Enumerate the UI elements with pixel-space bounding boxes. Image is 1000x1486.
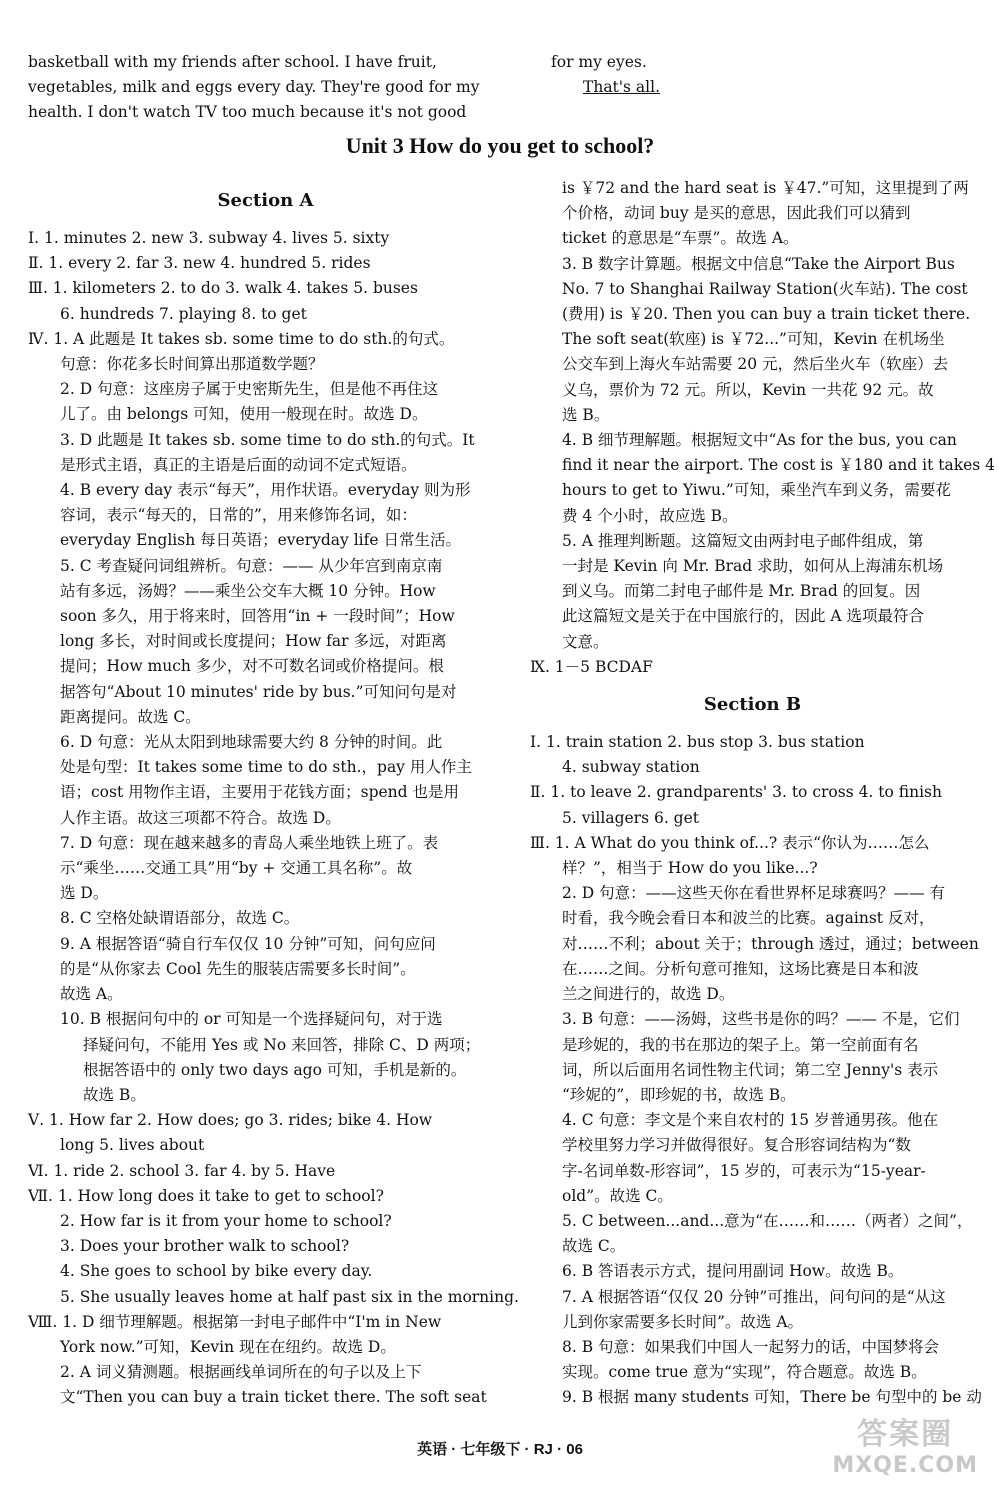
answer-line: 4. B every day 表示“每天”，用作状语。everyday 则为形 — [60, 481, 471, 500]
answer-line: 9. B 根据 many students 可知，There be 句型中的 be 动 — [562, 1388, 982, 1407]
answer-line: 8. B 句意：如果我们中国人一起努力的话，中国梦将会 — [562, 1337, 940, 1356]
answer-line: Ⅵ. 1. ride 2. school 3. far 4. by 5. Have — [28, 1161, 336, 1180]
text-line: health. I don't watch TV too much because it's not good — [28, 103, 467, 122]
answer-line: 字-名词单数-形容词”，15 岁的，可表示为“15-year- — [562, 1161, 926, 1180]
answer-line: 根据答语中的 only two days ago 可知，手机是新的。 — [83, 1060, 467, 1079]
section-a-heading: Section A — [217, 190, 314, 211]
right-column — [530, 176, 996, 1411]
answer-line: 是形式主语，真正的主语是后面的动词不定式短语。 — [60, 455, 417, 474]
answer-line: 9. A 根据答语“骑自行车仅仅 10 分钟”可知，问句应问 — [60, 934, 436, 953]
answer-line: 处是句型：It takes some time to do sth.，pay 用人作主 — [60, 758, 472, 777]
answer-line: 据答句“About 10 minutes' ride by bus.”可知问句是对 — [60, 682, 457, 701]
answer-line: 故选 B。 — [83, 1085, 146, 1104]
answer-line: Ⅱ. 1. every 2. far 3. new 4. hundred 5. rides — [28, 254, 371, 273]
answer-line: everyday English 每日英语；everyday life 日常生活。 — [60, 531, 461, 550]
answer-line: 2. D 句意：这座房子属于史密斯先生，但是他不再住这 — [60, 380, 439, 399]
answer-line: 示“乘坐……交通工具”用“by + 交通工具名称”。故 — [60, 859, 413, 878]
answer-line: 的是“从你家去 Cool 先生的服装店需要多长时间”。 — [60, 959, 416, 978]
answer-line: long 5. lives about — [60, 1136, 205, 1155]
answer-line: Ⅷ. 1. D 细节理解题。根据第一封电子邮件中“I'm in New — [28, 1312, 442, 1331]
top-left-text — [28, 50, 503, 126]
answer-line: 在……之间。分析句意可推知，这场比赛是日本和波 — [562, 959, 919, 978]
watermark-text: 答案圈 — [857, 1417, 954, 1452]
answer-line: 费 4 个小时，故应选 B。 — [562, 506, 738, 525]
answer-line: 儿到你家需要多长时间”。故选 A。 — [562, 1312, 804, 1331]
answer-line: Ⅲ. 1. A What do you think of...? 表示“你认为……怎么 — [530, 833, 930, 852]
answer-line: 文意。 — [562, 632, 609, 651]
answer-line: 4. subway station — [562, 758, 700, 777]
answer-line: ticket 的意思是“车票”。故选 A。 — [562, 229, 799, 248]
answer-line: find it near the airport. The cost is ￥180 and it takes 4 — [562, 456, 996, 475]
answer-line: 6. hundreds 7. playing 8. to get — [60, 304, 307, 323]
page-footer: 英语 · 七年级下 · RJ · 06 — [417, 1441, 583, 1458]
answer-line: Ⅲ. 1. kilometers 2. to do 3. walk 4. takes 5. buses — [28, 279, 418, 298]
answer-line: old”。故选 C。 — [562, 1186, 673, 1205]
answer-line: 6. D 句意：光从太阳到地球需要大约 8 分钟的时间。此 — [60, 733, 443, 752]
answer-line: Ⅱ. 1. to leave 2. grandparents' 3. to cross 4. to finish — [530, 783, 942, 802]
answer-line: 6. B 答语表示方式，提问用副词 How。故选 B。 — [562, 1262, 904, 1281]
watermark-url: MXQE.COM — [832, 1453, 978, 1478]
answer-line: The soft seat(软座) is ￥72...”可知，Kevin 在机场坐 — [562, 330, 945, 349]
answer-line: 5. villagers 6. get — [562, 808, 700, 827]
answer-line: 3. Does your brother walk to school? — [60, 1237, 350, 1256]
answer-line: soon 多久，用于将来时，回答用“in + 一段时间”；How — [60, 607, 455, 626]
answer-line: 故选 C。 — [562, 1237, 626, 1256]
answer-line: 样？”，相当于 How do you like...? — [562, 859, 818, 878]
section-b-heading: Section B — [703, 694, 802, 716]
answer-line: Ⅰ. 1. minutes 2. new 3. subway 4. lives 5. sixty — [28, 229, 390, 247]
answer-line: 3. D 此题是 It takes sb. some time to do sth.的句式。It — [60, 430, 475, 449]
answer-line: 学校里努力学习并做得很好。复合形容词结构为“数 — [562, 1136, 911, 1155]
answer-line: 兰之间进行的，故选 D。 — [562, 985, 735, 1004]
answer-line: 选 B。 — [562, 405, 610, 424]
answer-line: 人作主语。故这三项都不符合。故选 D。 — [60, 808, 341, 827]
answer-line: (费用) is ￥20. Then you can buy a train ticket there. — [562, 305, 971, 324]
answer-line: 2. D 句意：——这些天你在看世界杯足球赛吗？—— 有 — [562, 884, 945, 903]
answer-line: Ⅴ. 1. How far 2. How does; go 3. rides; bike 4. How — [28, 1111, 433, 1130]
answer-line: 择疑问句，不能用 Yes 或 No 来回答，排除 C、D 两项； — [83, 1035, 481, 1054]
answer-line: hours to get to Yiwu.”可知，乘坐汽车到义务，需要花 — [562, 481, 951, 500]
answer-line: Ⅳ. 1. A 此题是 It takes sb. some time to do sth.的句式。 — [28, 329, 455, 348]
answer-line: 2. How far is it from your home to school? — [60, 1211, 392, 1230]
answer-line: 文“Then you can buy a train ticket there. The soft seat — [60, 1388, 487, 1407]
answer-line: 义乌，票价为 72 元。所以，Kevin 一共花 92 元。故 — [562, 380, 934, 399]
text-line: vegetables, milk and eggs every day. They're good for my — [28, 78, 480, 97]
answer-line: 对……不利；about 关于；through 透过，通过；between — [562, 934, 979, 953]
answer-line: 4. C 句意：李文是个来自农村的 15 岁普通男孩。他在 — [562, 1111, 939, 1130]
answer-line: 儿了。由 belongs 可知，使用一般现在时。故选 D。 — [60, 405, 428, 424]
answer-line: Ⅸ. 1－5 BCDAF — [530, 657, 653, 676]
answer-line: 语；cost 用物作主语，主要用于花钱方面；spend 也是用 — [60, 783, 460, 802]
answer-line: 8. C 空格处缺谓语部分，故选 C。 — [60, 909, 300, 928]
answer-line: 距离提问。故选 C。 — [60, 707, 201, 726]
answer-line: No. 7 to Shanghai Railway Station(火车站). The cost — [562, 279, 968, 298]
answer-line: 容词，表示“每天的，日常的”，用来修饰名词，如： — [60, 506, 417, 525]
answer-line: 10. B 根据问句中的 or 可知是一个选择疑问句，对于选 — [60, 1010, 443, 1029]
answer-line: 7. D 句意：现在越来越多的青岛人乘坐地铁上班了。表 — [60, 833, 439, 852]
answer-line: 实现。come true 意为“实现”，符合题意。故选 B。 — [562, 1363, 927, 1382]
watermark-logo — [832, 1409, 978, 1478]
answer-line: 一封是 Kevin 向 Mr. Brad 求助，如何从上海浦东机场 — [562, 557, 944, 576]
text-line: for my eyes. — [551, 53, 647, 71]
answer-line: 词，所以后面用名词性物主代词；第二空 Jenny's 表示 — [562, 1060, 939, 1079]
answer-line: 2. A 词义猜测题。根据画线单词所在的句子以及上下 — [60, 1363, 422, 1382]
answer-line: is ￥72 and the hard seat is ￥47.”可知，这里提到了两 — [562, 179, 969, 197]
answer-line: long 多长，对时间或长度提问；How far 多远，对距离 — [60, 632, 447, 651]
unit-title: Unit 3 How do you get to school? — [345, 133, 655, 158]
answer-line: York now.”可知，Kevin 现在在纽约。故选 D。 — [60, 1337, 396, 1356]
left-column — [28, 188, 519, 1411]
answer-line: 此这篇短文是关于在中国旅行的，因此 A 选项最符合 — [562, 607, 925, 626]
answer-line: Ⅶ. 1. How long does it take to get to school? — [28, 1186, 384, 1205]
answer-line: “珍妮的”，即珍妮的书，故选 B。 — [562, 1085, 796, 1104]
answer-line: 5. C between...and...意为“在……和……（两者）之间”， — [562, 1211, 973, 1230]
answer-line: 句意：你花多长时间算出那道数学题？ — [60, 355, 324, 374]
answer-line: 个价格，动词 buy 是买的意思，因此我们可以猜到 — [562, 204, 911, 223]
answer-line: 7. A 根据答语“仅仅 20 分钟”可推出，问句问的是“从这 — [562, 1287, 946, 1306]
answer-line: 4. She goes to school by bike every day. — [60, 1262, 373, 1281]
answer-line: 3. B 句意：——汤姆，这些书是你的吗？—— 不是，它们 — [562, 1010, 960, 1029]
answer-line: 3. B 数字计算题。根据文中信息“Take the Airport Bus — [562, 254, 955, 273]
answer-line: 是珍妮的，我的书在那边的架子上。第一空前面有名 — [562, 1035, 919, 1054]
answer-line: 5. She usually leaves home at half past six in the morning. — [60, 1287, 519, 1306]
answer-line: 5. A 推理判断题。这篇短文由两封电子邮件组成，第 — [562, 531, 924, 550]
answer-line: Ⅰ. 1. train station 2. bus stop 3. bus station — [530, 733, 865, 752]
answer-line: 提问；How much 多少，对不可数名词或价格提问。根 — [60, 657, 444, 676]
answer-line: 公交车到上海火车站需要 20 元，然后坐火车（软座）去 — [562, 355, 949, 374]
text-line: That's all. — [583, 78, 661, 97]
top-right-text — [551, 50, 996, 100]
answer-line: 选 D。 — [60, 884, 109, 903]
answer-line: 站有多远，汤姆？——乘坐公交车大概 10 分钟。How — [60, 581, 436, 600]
answer-line: 到义乌。而第二封电子邮件是 Mr. Brad 的回复。因 — [562, 582, 921, 601]
answer-line: 5. C 考查疑问词组辨析。句意：—— 从少年宫到南京南 — [60, 556, 443, 575]
text-line: basketball with my friends after school. I have fruit, — [28, 53, 437, 71]
answer-line: 故选 A。 — [60, 985, 123, 1004]
answer-line: 4. B 细节理解题。根据短文中“As for the bus, you can — [562, 431, 957, 450]
answer-line: 时看，我今晚会看日本和波兰的比赛。against 反对， — [562, 909, 935, 928]
